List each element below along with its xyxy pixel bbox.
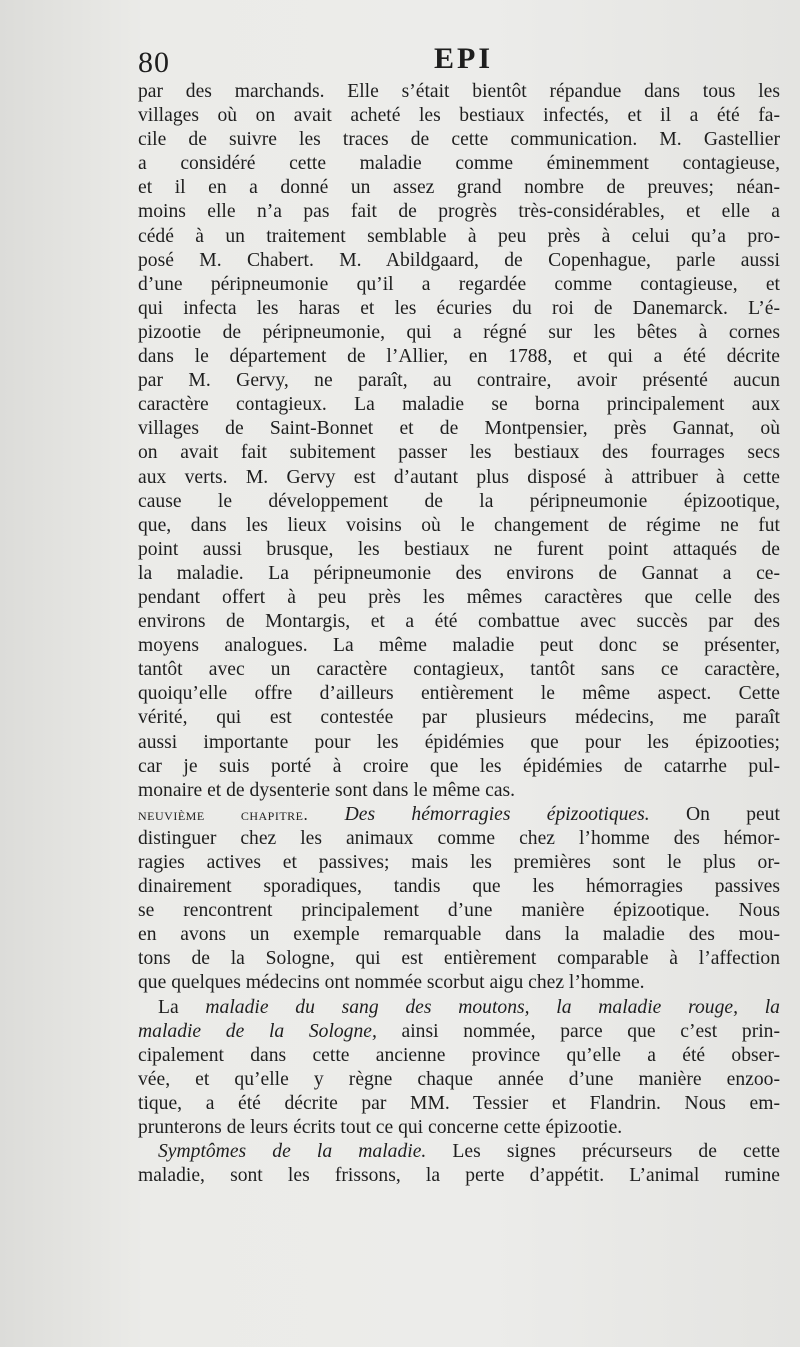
text-line [138,345,780,369]
text-line-lead: La [158,996,206,1018]
text-line-text: villages où on avait acheté les bestiaux infectés, et il a été fa- [138,105,780,127]
text-line-text: que quelques médecins ont nommée scorbut aigu chez l’homme. [138,972,645,994]
text-line [138,971,780,995]
text-line [138,104,780,128]
text-line [138,1092,780,1116]
text-line-text: dinairement sporadiques, tandis que les hémorragies passives [138,876,780,898]
text-line-text: tantôt avec un caractère contagieux, tantôt sans ce caractère, [138,659,780,681]
text-line [138,538,780,562]
text-line-text: qui infecta les haras et les écuries du roi de Danemarck. L’é- [138,297,780,319]
text-line-text: environs de Montargis, et a été combattue avec succès par des [138,611,780,633]
text-line [138,610,780,634]
text-line [138,731,780,755]
text-line [138,152,780,176]
text-line-rest: ainsi nommée, parce que c’est prin- [376,1020,780,1042]
text-line [138,369,780,393]
text-line [138,80,780,104]
text-line [138,176,780,200]
text-line-italic: maladie de la Sologne, [138,1020,377,1042]
text-line-text: a considéré cette maladie comme éminemment contagieuse, [138,153,780,175]
text-line-text: vérité, qui est contestée par plusieurs médecins, me paraît [138,707,780,729]
text-line [138,658,780,682]
text-line [138,682,780,706]
text-line [138,225,780,249]
text-line-text: en avons un exemple remarquable dans la maladie des mou- [138,924,780,946]
text-line-text: par M. Gervy, ne paraît, au contraire, avoir présenté aucun [138,370,780,392]
text-line-text: et il en a donné un assez grand nombre de preuves; néan- [138,177,780,199]
page-number: 80 [138,46,170,79]
text-line [138,1044,780,1068]
text-line [138,827,780,851]
text-line-text: maladie, sont les frissons, la perte d’appétit. L’animal rumine [138,1165,780,1187]
text-line-text: distinguer chez les animaux comme chez l’homme des hémor- [138,827,780,849]
text-line-text: villages de Saint-Bonnet et de Montpensier, près Gannat, où [138,418,780,440]
text-line [138,1068,780,1092]
text-line [138,249,780,273]
text-line [138,1020,780,1044]
text-line [138,321,780,345]
text-line [138,779,780,803]
text-line-text: par des marchands. Elle s’était bientôt répandue dans tous les [138,81,780,102]
text-line-text: la maladie. La péripneumonie des environs de Gannat a ce- [138,562,780,584]
text-line [138,297,780,321]
body-text [138,80,780,1188]
text-line-text: posé M. Chabert. M. Abildgaard, de Copenhague, parle aussi [138,249,780,271]
text-line-text: pizootie de péripneumonie, qui a régné sur les bêtes à cornes [138,321,780,343]
text-line-text: quoiqu’elle offre d’ailleurs entièrement le même aspect. Cette [138,683,780,705]
text-line-text: cédé à un traitement semblable à peu près à celui qu’a pro- [138,225,780,247]
text-line-text: ragies actives et passives; mais les premières sont le plus or- [138,852,780,873]
text-line [138,393,780,417]
text-line-text: monaire et de dysenterie sont dans le même cas. [138,779,516,801]
text-line-text: dans le département de l’Allier, en 1788, et qui a été décrite [138,346,780,368]
text-line [138,128,780,152]
text-line [138,996,780,1020]
running-head: EPI [434,42,494,75]
text-line-text: vée, et qu’elle y règne chaque année d’une manière enzoo- [138,1068,780,1090]
text-line [138,899,780,923]
text-line-text: on avait fait subitement passer les bestiaux des fourrages secs [138,442,780,464]
text-line-text: moyens analogues. La même maladie peut donc se présenter, [138,635,780,657]
text-line-italic: Symptômes de la maladie. [158,1141,427,1163]
text-line-text: caractère contagieux. La maladie se borna principalement aux [138,394,780,416]
text-line-italic: maladie du sang des moutons, la maladie rouge, la [205,996,780,1018]
text-line [138,490,780,514]
text-line [138,1164,780,1188]
text-line [138,1140,780,1164]
text-line-text: cause le développement de la péripneumonie épizootique, [138,490,780,512]
text-line [138,586,780,610]
text-line-text: cipalement dans cette ancienne province qu’elle a été obser- [138,1044,780,1066]
text-line [138,1116,780,1140]
text-line [138,803,780,827]
text-line [138,514,780,538]
text-line-text: que, dans les lieux voisins où le changement de régime ne fut [138,514,780,536]
text-line-text: pendant offert à peu près les mêmes caractères que celle des [138,586,780,608]
text-line-text: aussi importante pour les épidémies que pour les épizooties; [138,731,780,753]
text-line [138,947,780,971]
text-line-text: car je suis porté à croire que les épidémies de catarrhe pul- [138,755,780,777]
text-line-text: tique, a été décrite par MM. Tessier et Flandrin. Nous em- [138,1092,780,1114]
text-line-text: prunterons de leurs écrits tout ce qui concerne cette épizootie. [138,1117,623,1139]
text-line [138,441,780,465]
text-line-text: se rencontrent principalement d’une manière épizootique. Nous [138,900,780,922]
text-line-title: Des hémorragies épizootiques. [344,803,650,825]
text-line-chapter: neuvième chapitre. [138,804,309,824]
text-line [138,851,780,875]
text-line [138,634,780,658]
text-line [138,923,780,947]
text-line [138,755,780,779]
text-line [138,875,780,899]
text-line [138,706,780,730]
text-line-text: cile de suivre les traces de cette communication. M. Gastellier [138,129,780,151]
text-line-text: aux verts. M. Gervy est d’autant plus disposé à attribuer à cette [138,466,780,488]
text-line-text: d’une péripneumonie qu’il a regardée comme contagieuse, et [138,273,780,295]
text-line-text: point aussi brusque, les bestiaux ne furent point attaqués de [138,538,780,560]
text-line-rest: Les signes précurseurs de cette [426,1141,780,1163]
text-line [138,417,780,441]
text-line [138,200,780,224]
text-line [138,273,780,297]
text-line-text: tons de la Sologne, qui est entièrement comparable à l’affection [138,948,780,970]
text-line [138,466,780,490]
text-line-text: moins elle n’a pas fait de progrès très-considérables, et elle a [138,201,780,223]
page-header [138,38,778,78]
text-line-rest: On peut [649,803,780,825]
text-line [138,562,780,586]
